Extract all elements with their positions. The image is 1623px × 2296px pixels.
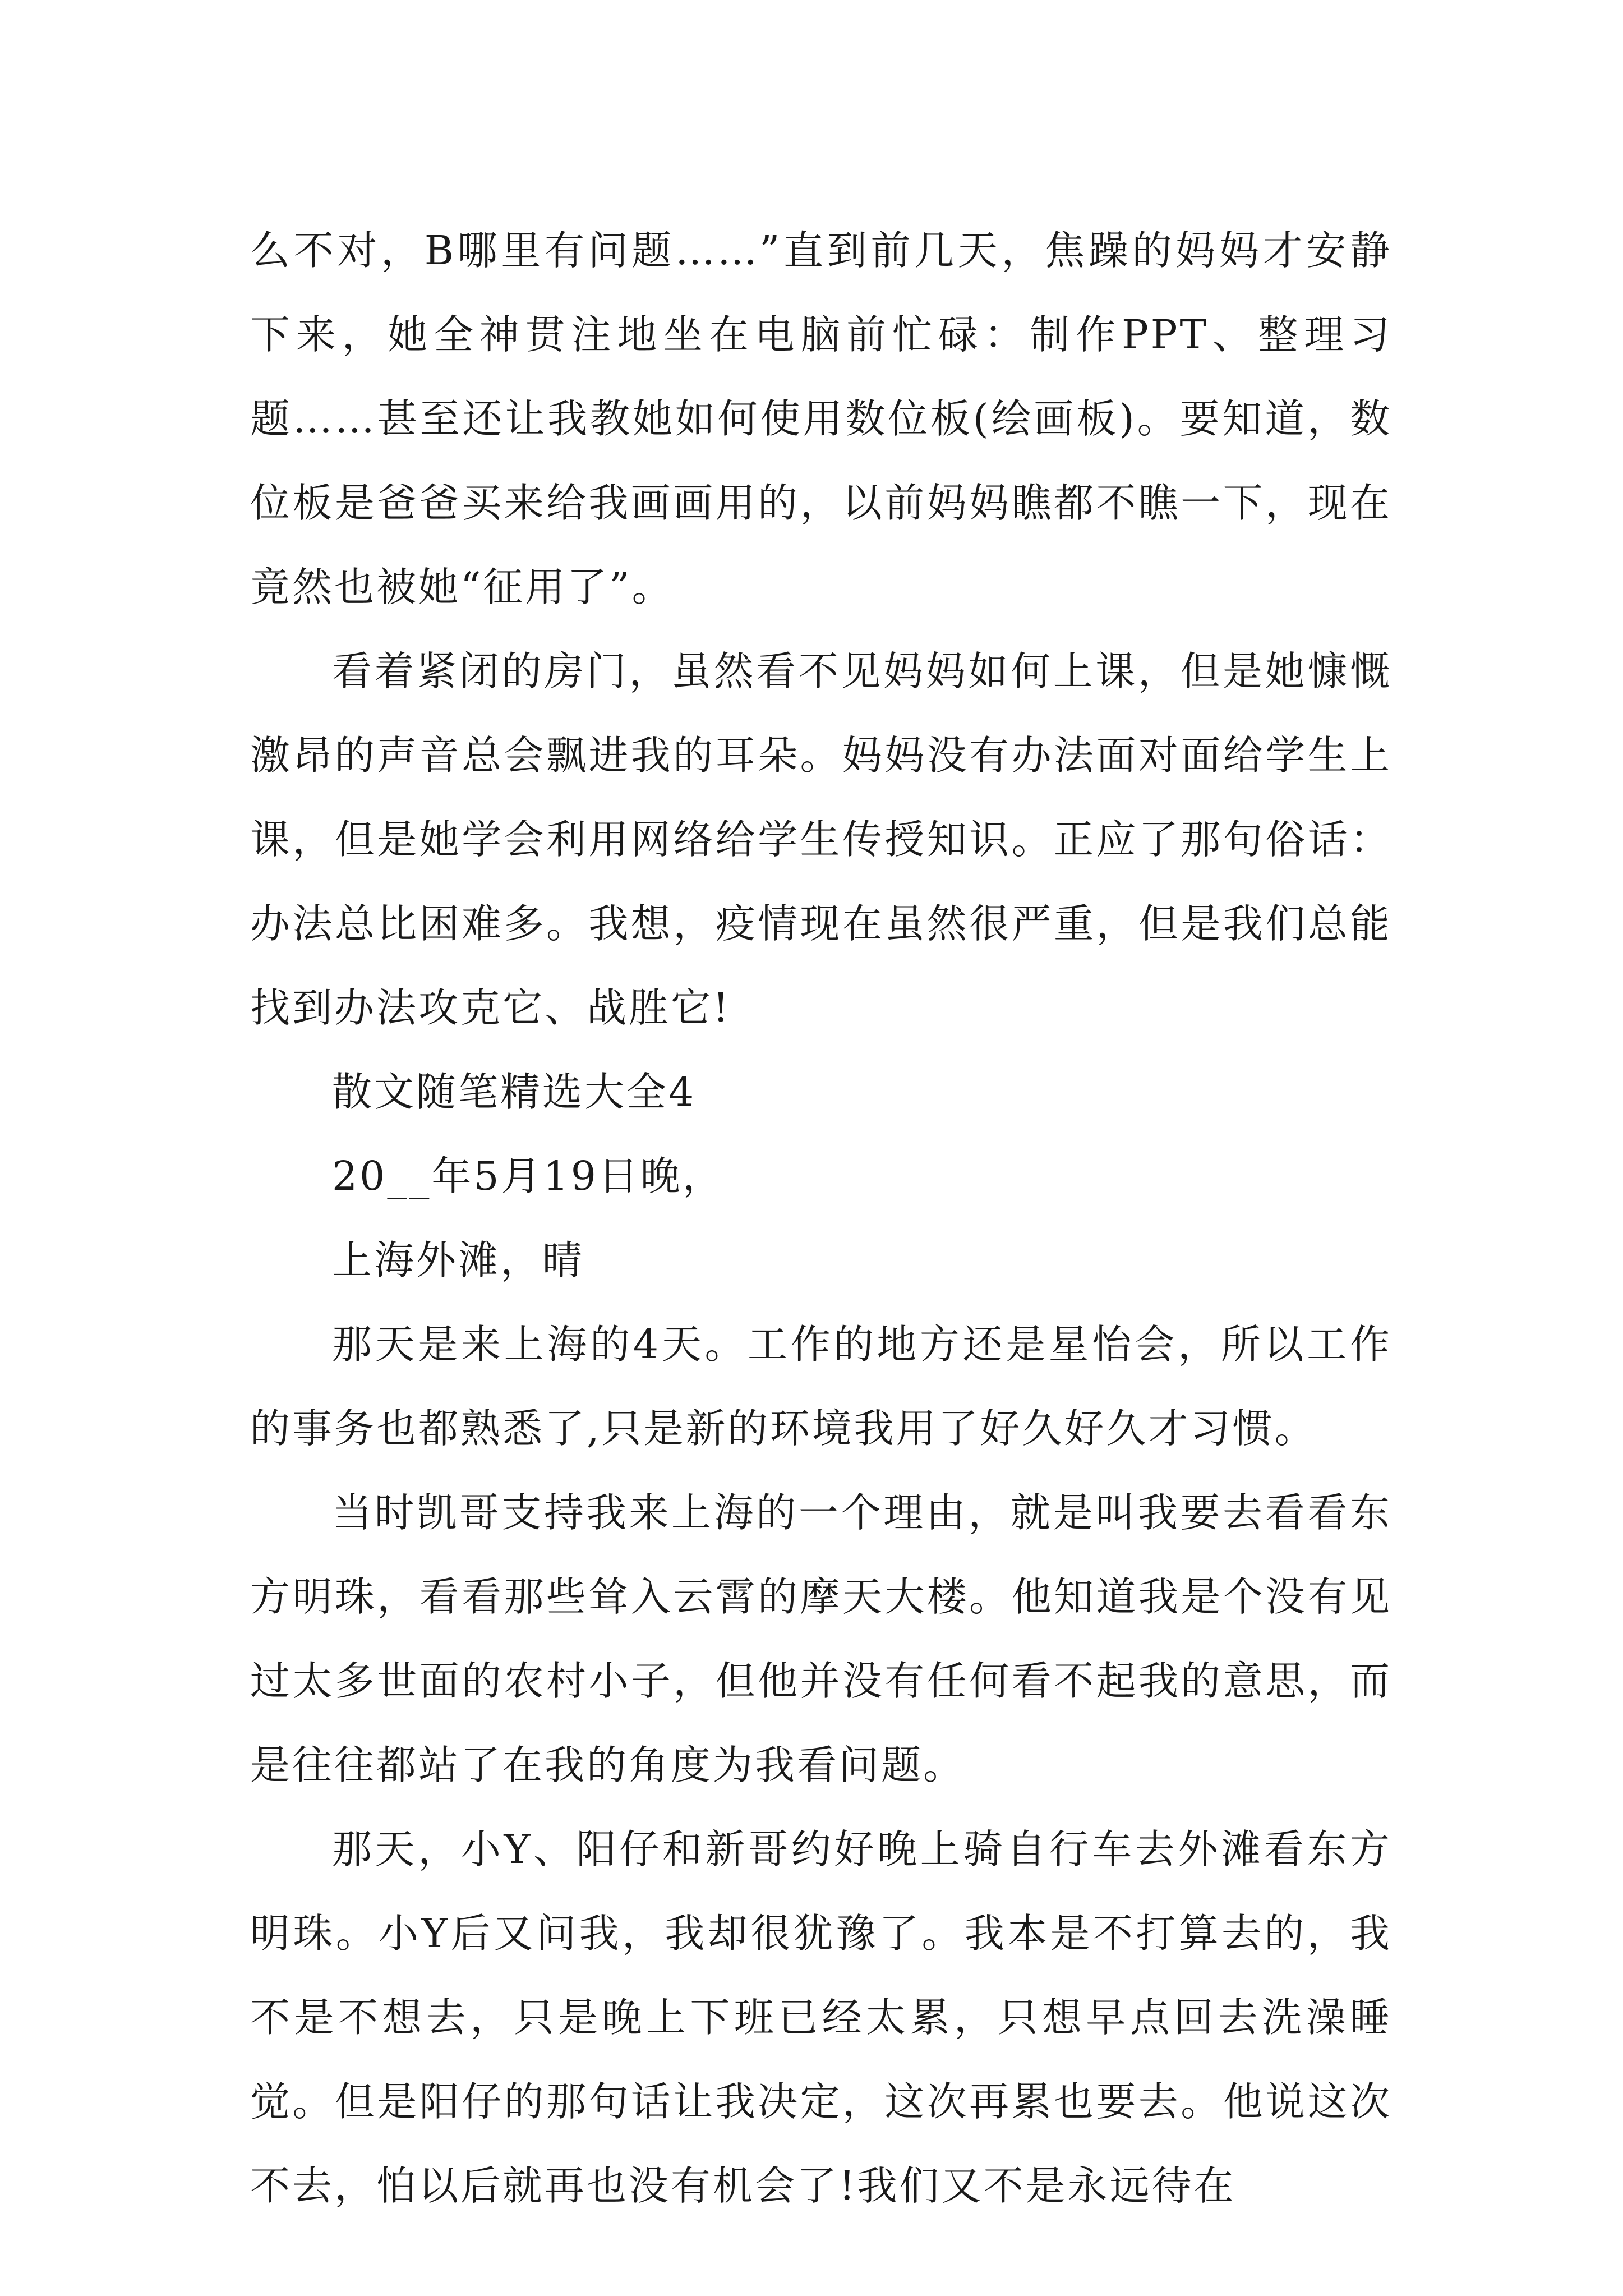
paragraph-body: 当时凯哥支持我来上海的一个理由，就是叫我要去看看东方明珠，看看那些耸入云霄的摩天大楼。他知道我是个没有见过太多世面的农村小子，但他并没有任何看不起我的意思，而是往往都站了在我的角度为我看问题。	[250, 1489, 1392, 1788]
section-title: 散文随笔精选大全4	[332, 1069, 697, 1115]
document-body	[250, 209, 1392, 2228]
paragraph-body: 那天是来上海的4天。工作的地方还是星怡会，所以工作的事务也都熟悉了,只是新的环境我用了好久好久才习惯。	[250, 1321, 1392, 1452]
paragraph-continuation: 么不对，B哪里有问题……”直到前几天，焦躁的妈妈才安静下来，她全神贯注地坐在电脑前忙碌：制作PPT、整理习题……甚至还让我教她如何使用数位板(绘画板)。要知道，数位板是爸爸买来给我画画用的，以前妈妈瞧都不瞧一下，现在竟然也被她“征用了”。	[250, 227, 1392, 610]
paragraph-body: 那天，小Y、阳仔和新哥约好晚上骑自行车去外滩看东方明珠。小Y后又问我，我却很犹豫了。我本是不打算去的，我不是不想去，只是晚上下班已经太累，只想早点回去洗澡睡觉。但是阳仔的那句话让我决定，这次再累也要去。他说这次不去，怕以后就再也没有机会了!我们又不是永远待在	[250, 1826, 1392, 2209]
entry-date: 20__年5月19日晚，	[332, 1153, 725, 1199]
paragraph-body: 看着紧闭的房门，虽然看不见妈妈如何上课，但是她慷慨激昂的声音总会飘进我的耳朵。妈妈没有办法面对面给学生上课，但是她学会利用网络给学生传授知识。正应了那句俗话：办法总比困难多。我想，疫情现在虽然很严重，但是我们总能找到办法攻克它、战胜它!	[250, 648, 1392, 1031]
entry-place-weather: 上海外滩，晴	[332, 1237, 585, 1283]
